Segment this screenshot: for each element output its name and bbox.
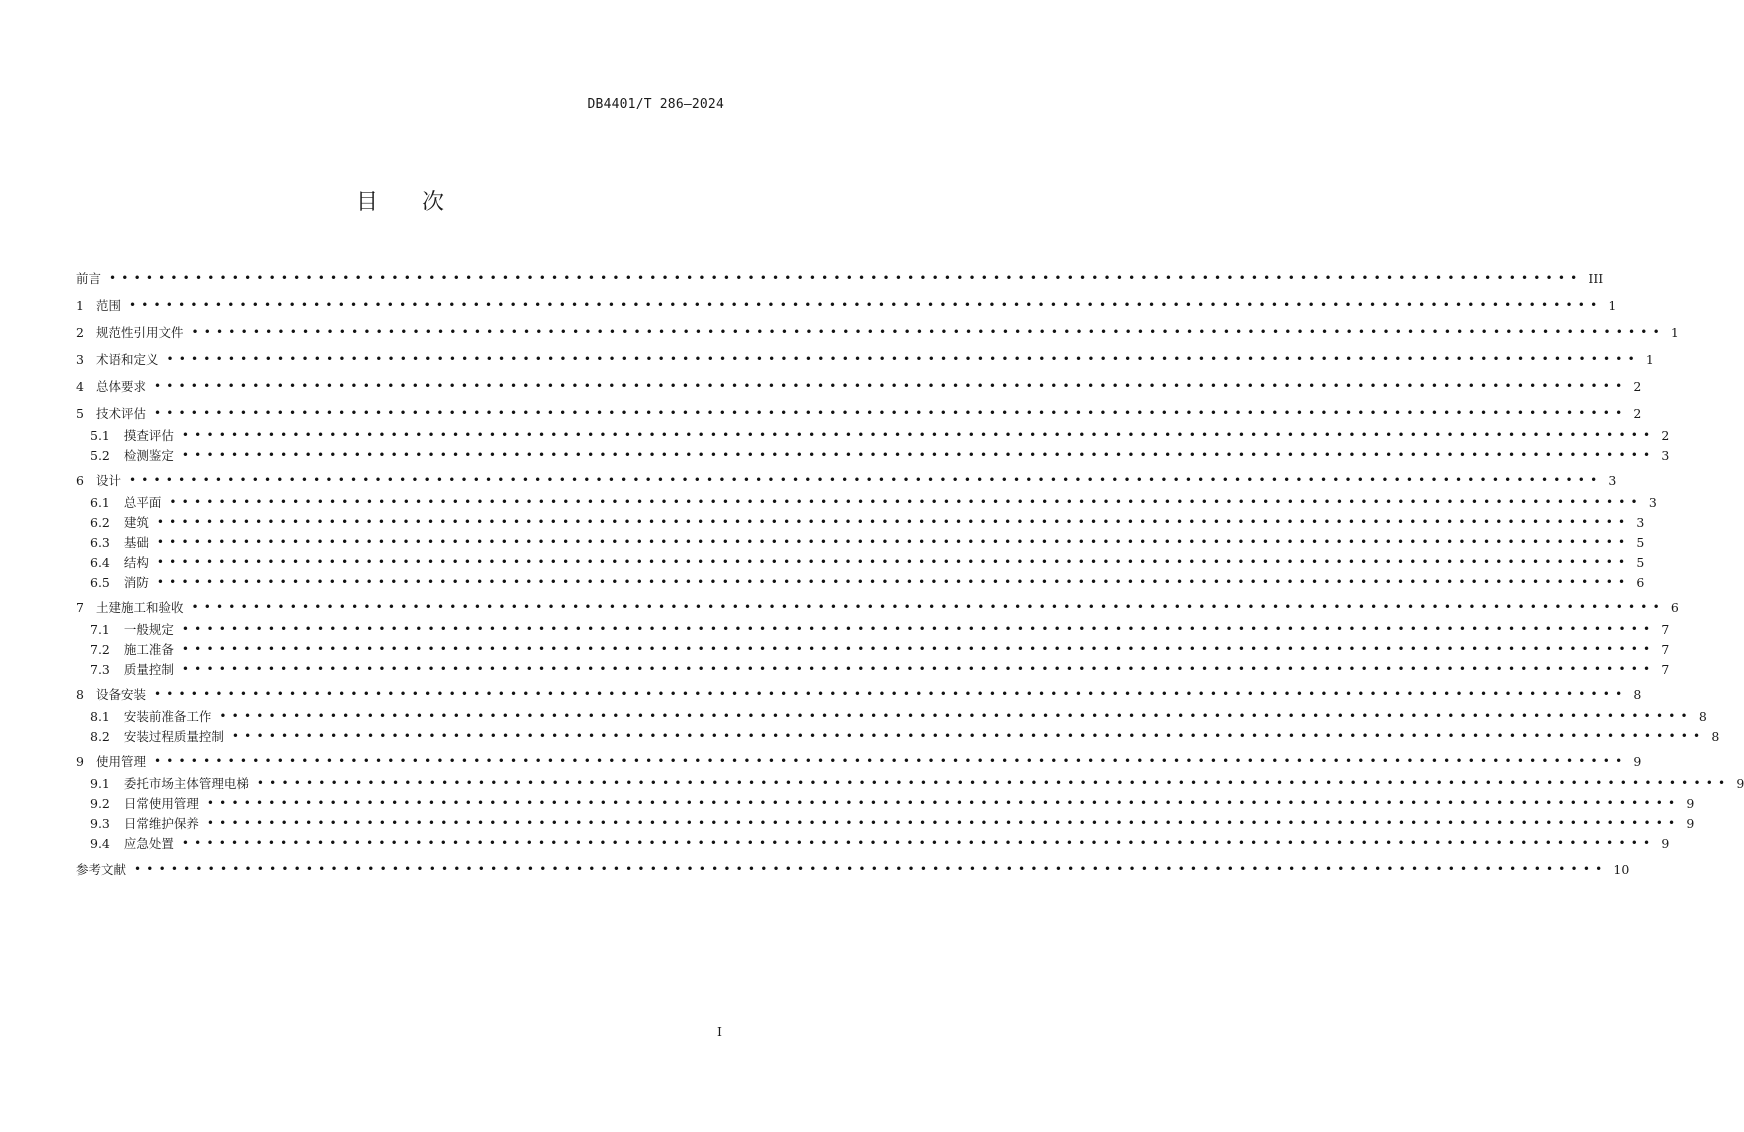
toc-entry-page: 2 — [1633, 405, 1642, 421]
toc-entry-label: 范围 — [95, 298, 121, 313]
toc-entry-label: 建筑 — [123, 515, 149, 530]
toc-entry-label: 设计 — [95, 473, 121, 488]
toc-entry-label: 基础 — [123, 535, 149, 550]
dot-leader: •••••••••••••••••••••••••••••••••••••••••••••••••••••••••••••••••••••••••••••••••••••••••••••••••••••••••••••••••••••••• — [156, 575, 1631, 589]
toc-entry-page: 2 — [1661, 427, 1670, 443]
dot-leader: •••••••••••••••••••••••••••••••••••••••••••••••••••••••••••••••••••••••••••••••••••••••••••••••••••••••••••••••••••••••• — [156, 535, 1631, 549]
toc-subentry[interactable] — [76, 425, 1670, 445]
toc-entry-label: 施工准备 — [123, 642, 174, 657]
title-char-1: 目 — [355, 190, 378, 215]
toc-subentry[interactable] — [76, 492, 1657, 512]
toc-entry-number: 5.1 — [90, 427, 110, 443]
toc-entry-label: 日常使用管理 — [123, 796, 199, 811]
toc-entry-number: 2 — [76, 324, 84, 340]
toc-entry-number: 6 — [76, 472, 84, 488]
toc-entry-label: 前言 — [76, 271, 102, 286]
toc-entry[interactable] — [76, 470, 1617, 490]
dot-leader: •••••••••••••••••••••••••••••••••••••••••••••••••••••••••••••••••••••••••••••••••••••••••••••••••••••••••••••••••••••••• — [181, 622, 1656, 636]
dot-leader: •••••••••••••••••••••••••••••••••••••••••••••••••••••••••••••••••••••••••••••••••••••••••••••••••••••••••••••••••••••••• — [134, 862, 1608, 876]
toc-entry-number: 7.3 — [90, 661, 110, 677]
toc-entry-label: 应急处置 — [123, 836, 174, 851]
toc-entry-label: 日常维护保养 — [123, 816, 199, 831]
toc-subentry[interactable] — [76, 793, 1695, 813]
toc-entry-number: 9.2 — [90, 795, 110, 811]
document-code: DB4401/T 286—2024 — [587, 97, 724, 112]
toc-entry-label: 安装前准备工作 — [123, 709, 212, 724]
toc-subentry[interactable] — [76, 833, 1670, 853]
toc-entry-page: 7 — [1661, 661, 1670, 677]
dot-leader: •••••••••••••••••••••••••••••••••••••••••••••••••••••••••••••••••••••••••••••••••••••••••••••••••••••••••••••••••••••••• — [156, 515, 1631, 529]
toc-entry-label: 委托市场主体管理电梯 — [123, 776, 249, 791]
toc-entry-page: 9 — [1686, 815, 1695, 831]
toc-entry-label: 消防 — [123, 575, 149, 590]
toc-entry-label: 摸查评估 — [123, 428, 174, 443]
toc-entry-number: 6.1 — [90, 494, 110, 510]
toc-subentry[interactable] — [76, 639, 1670, 659]
toc-entry-page: 6 — [1636, 574, 1645, 590]
toc-entry-number: 1 — [76, 297, 84, 313]
dot-leader: •••••••••••••••••••••••••••••••••••••••••••••••••••••••••••••••••••••••••••••••••••••••••••••••••••••••••••••••••••••••• — [206, 796, 1681, 810]
toc-entry-number: 6.3 — [90, 534, 110, 550]
dot-leader: •••••••••••••••••••••••••••••••••••••••••••••••••••••••••••••••••••••••••••••••••••••••••••••••••••••••••••••••••••••••• — [191, 600, 1665, 614]
toc-entry[interactable] — [76, 597, 1679, 617]
dot-leader: •••••••••••••••••••••••••••••••••••••••••••••••••••••••••••••••••••••••••••••••••••••••••••••••••••••••••••••••••••••••• — [256, 776, 1731, 790]
dot-leader: •••••••••••••••••••••••••••••••••••••••••••••••••••••••••••••••••••••••••••••••••••••••••••••••••••••••••••••••••••••••• — [231, 729, 1706, 743]
toc-entry-number: 7 — [76, 599, 84, 615]
toc-entry-page: 2 — [1633, 378, 1642, 394]
dot-leader: •••••••••••••••••••••••••••••••••••••••••••••••••••••••••••••••••••••••••••••••••••••••••••••••••••••••••••••••••••••••• — [169, 495, 1643, 509]
toc-entry-page: 9 — [1661, 835, 1670, 851]
toc-entry[interactable] — [76, 859, 1630, 879]
toc-entry-page: 5 — [1636, 554, 1645, 570]
toc-entry-page: 9 — [1736, 775, 1744, 791]
toc-entry-label: 质量控制 — [123, 662, 174, 677]
toc-entry-page: 8 — [1711, 728, 1720, 744]
toc-entry[interactable] — [76, 322, 1679, 342]
toc-entry-label: 技术评估 — [95, 406, 146, 421]
toc-subentry[interactable] — [76, 619, 1670, 639]
toc-entry-page: 9 — [1633, 753, 1642, 769]
page-number: I — [717, 1024, 722, 1039]
toc-subentry[interactable] — [76, 445, 1670, 465]
toc-entry-page: 6 — [1670, 599, 1679, 615]
toc-entry-label: 术语和定义 — [95, 352, 159, 367]
toc-entry-number: 7.1 — [90, 621, 110, 637]
toc-entry-number: 6.5 — [90, 574, 110, 590]
toc-entry-page: III — [1588, 270, 1604, 286]
toc-entry-number: 6.4 — [90, 554, 110, 570]
toc-entry-page: 3 — [1648, 494, 1657, 510]
toc-entry-page: 7 — [1661, 641, 1670, 657]
toc-entry-label: 使用管理 — [95, 754, 146, 769]
dot-leader: •••••••••••••••••••••••••••••••••••••••••••••••••••••••••••••••••••••••••••••••••••••••••••••••••••••••••••••••••••••••• — [156, 555, 1631, 569]
toc-entry[interactable] — [76, 349, 1654, 369]
toc-entry-number: 6.2 — [90, 514, 110, 530]
toc-entry-number: 3 — [76, 351, 84, 367]
toc-entry-number: 9.4 — [90, 835, 110, 851]
toc-entry-page: 3 — [1608, 472, 1617, 488]
toc-entry[interactable] — [76, 268, 1604, 288]
page-title — [0, 185, 800, 216]
dot-leader: •••••••••••••••••••••••••••••••••••••••••••••••••••••••••••••••••••••••••••••••••••••••••••••••••••••••••••••••••••••••• — [206, 816, 1681, 830]
dot-leader: •••••••••••••••••••••••••••••••••••••••••••••••••••••••••••••••••••••••••••••••••••••••••••••••••••••••••••••••••••••••• — [128, 298, 1603, 312]
toc-entry[interactable] — [76, 403, 1642, 423]
title-char-2: 次 — [422, 190, 445, 215]
toc-entry-page: 1 — [1670, 324, 1679, 340]
toc-entry-number: 8 — [76, 686, 84, 702]
dot-leader: •••••••••••••••••••••••••••••••••••••••••••••••••••••••••••••••••••••••••••••••••••••••••••••••••••••••••••••••••••••••• — [181, 662, 1656, 676]
dot-leader: •••••••••••••••••••••••••••••••••••••••••••••••••••••••••••••••••••••••••••••••••••••••••••••••••••••••••••••••••••••••• — [153, 406, 1628, 420]
toc-entry-label: 检测鉴定 — [123, 448, 174, 463]
toc-entry-page: 5 — [1636, 534, 1645, 550]
toc-subentry[interactable] — [76, 813, 1695, 833]
toc-subentry[interactable] — [76, 552, 1645, 572]
toc-entry-page: 1 — [1608, 297, 1617, 313]
toc-entry-label: 规范性引用文件 — [95, 325, 184, 340]
dot-leader: •••••••••••••••••••••••••••••••••••••••••••••••••••••••••••••••••••••••••••••••••••••••••••••••••••••••••••••••••••••••• — [181, 428, 1656, 442]
dot-leader: •••••••••••••••••••••••••••••••••••••••••••••••••••••••••••••••••••••••••••••••••••••••••••••••••••••••••••••••••••••••• — [191, 325, 1665, 339]
toc-entry-number: 5 — [76, 405, 84, 421]
dot-leader: •••••••••••••••••••••••••••••••••••••••••••••••••••••••••••••••••••••••••••••••••••••••••••••••••••••••••••••••••••••••• — [153, 754, 1628, 768]
toc-entry-page: 8 — [1698, 708, 1707, 724]
toc-entry-page: 3 — [1636, 514, 1645, 530]
toc-entry-number: 9.1 — [90, 775, 110, 791]
toc-entry-number: 8.1 — [90, 708, 110, 724]
dot-leader: •••••••••••••••••••••••••••••••••••••••••••••••••••••••••••••••••••••••••••••••••••••••••••••••••••••••••••••••••••••••• — [153, 379, 1628, 393]
toc-entry-label: 一般规定 — [123, 622, 174, 637]
dot-leader: •••••••••••••••••••••••••••••••••••••••••••••••••••••••••••••••••••••••••••••••••••••••••••••••••••••••••••••••••••••••• — [181, 836, 1656, 850]
toc-subentry[interactable] — [76, 706, 1707, 726]
toc-entry-label: 参考文献 — [76, 862, 127, 877]
toc-entry-page: 7 — [1661, 621, 1670, 637]
toc-subentry[interactable] — [76, 726, 1720, 746]
toc-entry-page: 3 — [1661, 447, 1670, 463]
toc-entry-label: 总平面 — [123, 495, 162, 510]
toc-subentry[interactable] — [76, 572, 1645, 592]
toc-entry-page: 10 — [1613, 861, 1630, 877]
dot-leader: •••••••••••••••••••••••••••••••••••••••••••••••••••••••••••••••••••••••••••••••••••••••••••••••••••••••••••••••••••••••• — [219, 709, 1693, 723]
toc-entry-label: 总体要求 — [95, 379, 146, 394]
toc-entry-label: 安装过程质量控制 — [123, 729, 224, 744]
toc-entry-number: 9 — [76, 753, 84, 769]
toc-subentry[interactable] — [76, 532, 1645, 552]
toc-entry-page: 1 — [1645, 351, 1654, 367]
toc-subentry[interactable] — [76, 773, 1744, 793]
dot-leader: •••••••••••••••••••••••••••••••••••••••••••••••••••••••••••••••••••••••••••••••••••••••••••••••••••••••••••••••••••••••• — [166, 352, 1640, 366]
toc-entry-label: 土建施工和验收 — [95, 600, 184, 615]
toc-entry-number: 9.3 — [90, 815, 110, 831]
dot-leader: •••••••••••••••••••••••••••••••••••••••••••••••••••••••••••••••••••••••••••••••••••••••••••••••••••••••••••••••••••••••• — [181, 448, 1656, 462]
toc-entry[interactable] — [76, 295, 1617, 315]
dot-leader: •••••••••••••••••••••••••••••••••••••••••••••••••••••••••••••••••••••••••••••••••••••••••••••••••••••••••••••••••••••••• — [153, 687, 1628, 701]
toc-entry-number: 7.2 — [90, 641, 110, 657]
toc-entry-number: 8.2 — [90, 728, 110, 744]
toc-subentry[interactable] — [76, 512, 1645, 532]
toc-entry-number: 5.2 — [90, 447, 110, 463]
toc-entry-label: 结构 — [123, 555, 149, 570]
dot-leader: •••••••••••••••••••••••••••••••••••••••••••••••••••••••••••••••••••••••••••••••••••••••••••••••••••••••••••••••••••••••• — [128, 473, 1603, 487]
dot-leader: •••••••••••••••••••••••••••••••••••••••••••••••••••••••••••••••••••••••••••••••••••••••••••••••••••••••••••••••••••••••• — [181, 642, 1656, 656]
toc-entry-label: 设备安装 — [95, 687, 146, 702]
toc-entry[interactable] — [76, 376, 1642, 396]
dot-leader: •••••••••••••••••••••••••••••••••••••••••••••••••••••••••••••••••••••••••••••••••••••••••••••••••••••••••••••••••••••••• — [109, 271, 1583, 285]
toc-entry-page: 8 — [1633, 686, 1642, 702]
toc-entry[interactable] — [76, 684, 1642, 704]
toc-subentry[interactable] — [76, 659, 1670, 679]
toc-entry[interactable] — [76, 751, 1642, 771]
toc-entry-number: 4 — [76, 378, 84, 394]
toc-entry-page: 9 — [1686, 795, 1695, 811]
